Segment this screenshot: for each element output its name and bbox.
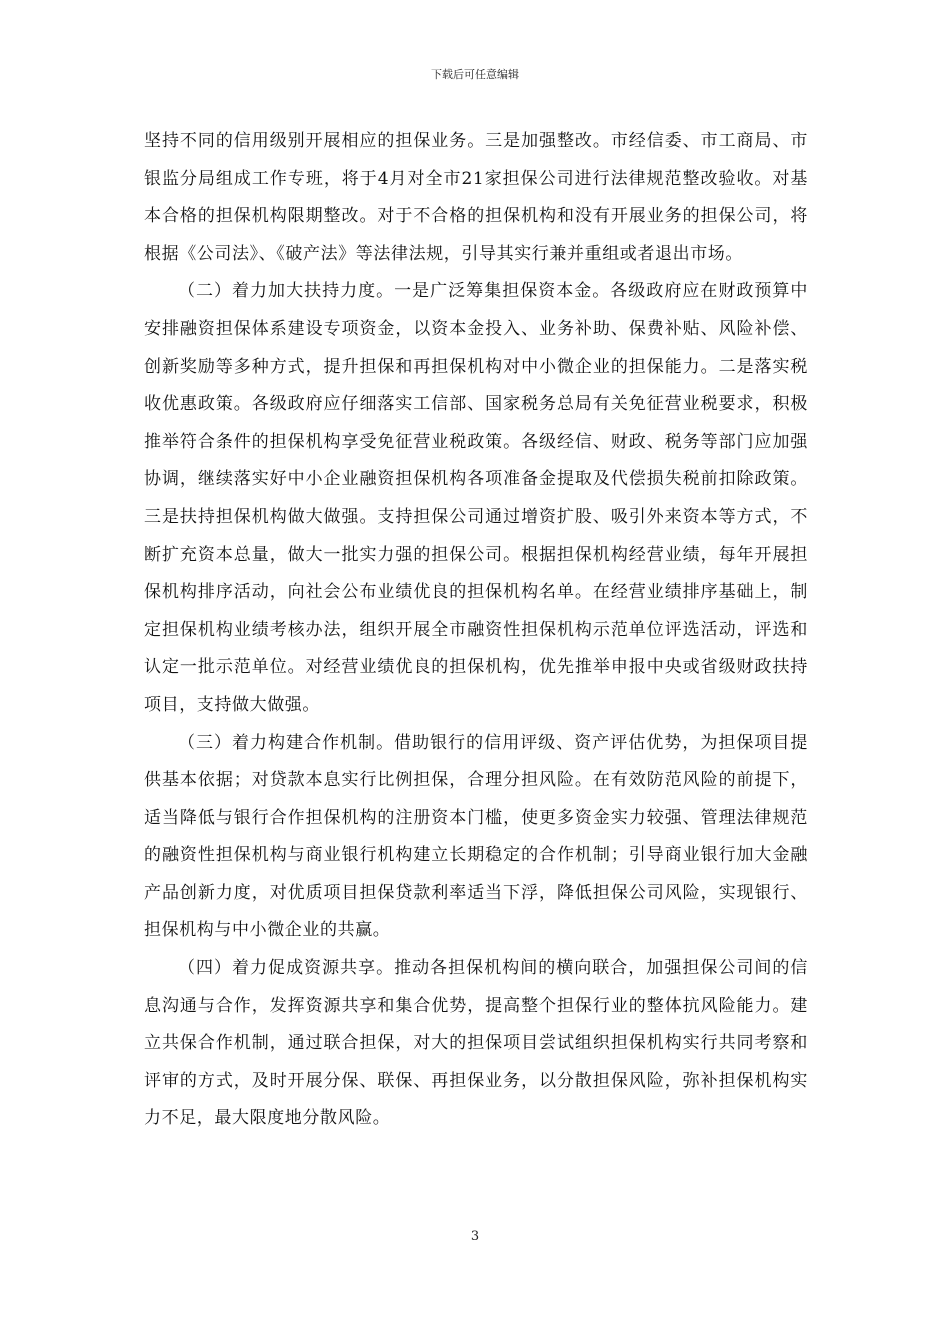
document-body <box>144 123 808 1138</box>
paragraph-2: （二）着力加大扶持力度。一是广泛筹集担保资本金。各级政府应在财政预算中安排融资担保体系建设专项资金，以资本金投入、业务补助、保费补贴、风险补偿、创新奖励等多种方式，提升担保和再担保机构对中小微企业的担保能力。二是落实税收优惠政策。各级政府应仔细落实工信部、国家税务总局有关免征营业税要求，积极推举符合条件的担保机构享受免征营业税政策。各级经信、财政、税务等部门应加强协调，继续落实好中小企业融资担保机构各项准备金提取及代偿损失税前扣除政策。三是扶持担保机构做大做强。支持担保公司通过增资扩股、吸引外来资本等方式，不断扩充资本总量，做大一批实力强的担保公司。根据担保机构经营业绩，每年开展担保机构排序活动，向社会公布业绩优良的担保机构名单。在经营业绩排序基础上，制定担保机构业绩考核办法，组织开展全市融资性担保机构示范单位评选活动，评选和认定一批示范单位。对经营业绩优良的担保机构，优先推举申报中央或省级财政扶持项目，支持做大做强。 <box>144 281 808 715</box>
page-header: 下载后可任意编辑 <box>431 68 519 81</box>
paragraph-1: 坚持不同的信用级别开展相应的担保业务。三是加强整改。市经信委、市工商局、市银监分局组成工作专班，将于4月对全市21家担保公司进行法律规范整改验收。对基本合格的担保机构限期整改。对于不合格的担保机构和没有开展业务的担保公司，将根据《公司法》、《破产法》等法律法规，引导其实行兼并重组或者退出市场。 <box>144 131 808 264</box>
page-number: 3 <box>470 1229 480 1244</box>
paragraph-3: （三）着力构建合作机制。借助银行的信用评级、资产评估优势，为担保项目提供基本依据；对贷款本息实行比例担保，合理分担风险。在有效防范风险的前提下，适当降低与银行合作担保机构的注册资本门槛，使更多资金实力较强、管理法律规范的融资性担保机构与商业银行机构建立长期稳定的合作机制；引导商业银行加大金融产品创新力度，对优质项目担保贷款利率适当下浮，降低担保公司风险，实现银行、担保机构与中小微企业的共赢。 <box>144 732 808 941</box>
paragraph-4: （四）着力促成资源共享。推动各担保机构间的横向联合，加强担保公司间的信息沟通与合作，发挥资源共享和集合优势，提高整个担保行业的整体抗风险能力。建立共保合作机制，通过联合担保，对大的担保项目尝试组织担保机构实行共同考察和评审的方式，及时开展分保、联保、再担保业务，以分散担保风险，弥补担保机构实力不足，最大限度地分散风险。 <box>144 958 808 1129</box>
